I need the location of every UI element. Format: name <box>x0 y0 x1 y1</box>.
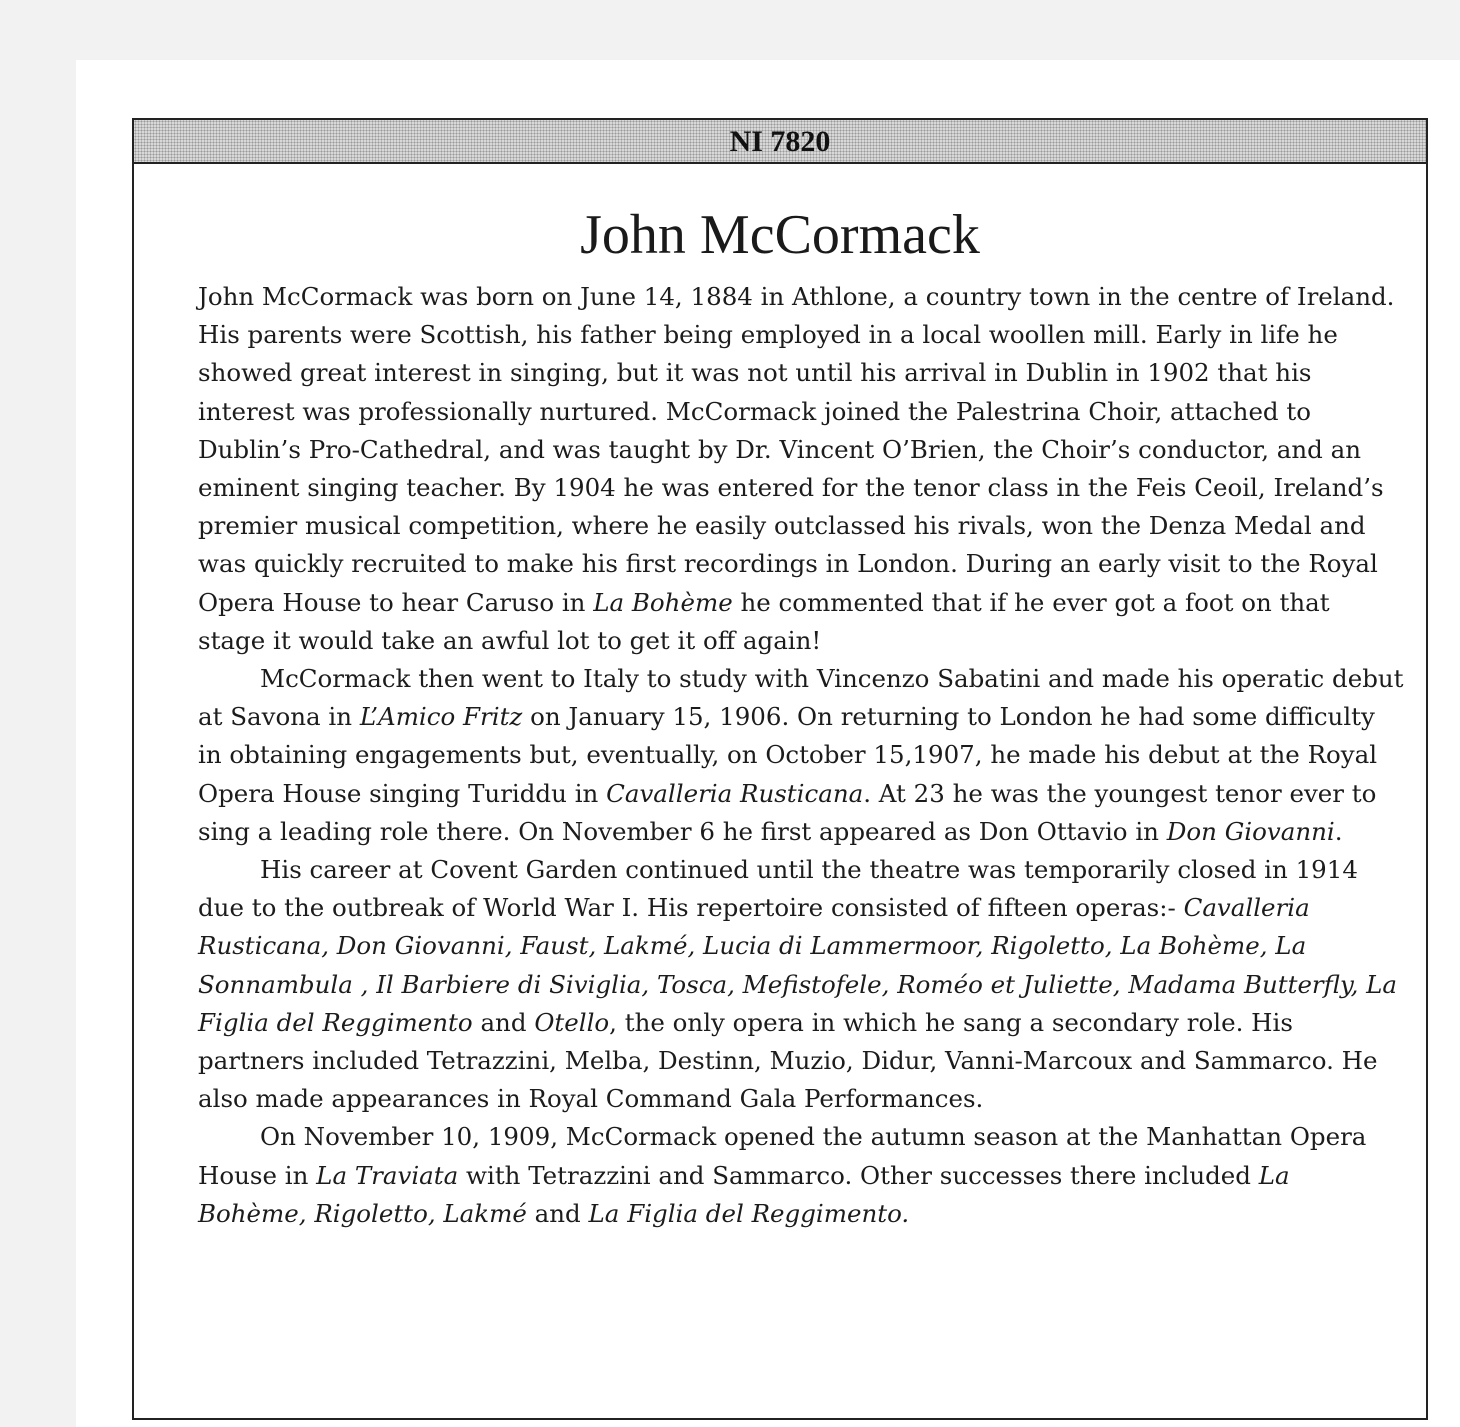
text-run: on January 15, 1906. On returning to London he had some difficulty in obtaining engagements but, eventually, on October 15,1907, he made his debut at the Royal Opera House singing Turiddu in <box>198 702 1378 808</box>
biography-text <box>198 278 1404 1233</box>
catalog-number: NI 7820 <box>134 120 1426 164</box>
italic-title: La Traviata <box>316 1160 459 1190</box>
text-run: John McCormack was born on June 14, 1884 in Athlone, a country town in the centre of Ireland. His parents were Scottish, his father being employed in a local woollen mill. Early in life he showed great interest in singing, but it was not until his arrival in Dublin in 1902 that his interest was professionally nurtured. McCormack joined the Palestrina Choir, attached to Dublin’s Pro-Cathedral, and was taught by Dr. Vincent O’Brien, the Choir’s conductor, and an eminent singing teacher. By 1904 he was entered for the tenor class in the Feis Ceoil, Ireland’s premier musical competition, where he easily outclassed his rivals, won the Denza Medal and was quickly recruited to make his first recordings in London. During an early visit to the Royal Opera House to hear Caruso in <box>198 282 1395 617</box>
content-frame <box>132 118 1428 1420</box>
italic-title: La Bohème, Rigoletto, Lakmé <box>198 1160 1290 1228</box>
paragraph <box>198 851 1404 1118</box>
text-run: His career at Covent Garden continued until the theatre was temporarily closed in 1914 due to the outbreak of World War I. His repertoire consisted of fifteen operas:- <box>198 855 1358 923</box>
italic-title: Cavalleria Rusticana <box>606 778 864 808</box>
text-run: . At 23 he was the youngest tenor ever to sing a leading role there. On November 6 he first appeared as Don Ottavio in <box>198 778 1377 846</box>
italic-title: Cavalleria Rusticana, Don Giovanni, Faust, Lakmé, Lucia di Lammermoor, Rigoletto, La Bohème, La Sonnambula , Il Barbiere di Siviglia, Tosca, Mefistofele, Roméo et Juliette, Madama Butterfly, La Figlia del Reggimento <box>198 893 1398 1037</box>
page-title: John McCormack <box>580 204 980 266</box>
text-run: and <box>526 1198 589 1228</box>
text-run: On November 10, 1909, McCormack opened the autumn season at the Manhattan Opera House in <box>198 1122 1367 1190</box>
italic-title: La Figlia del Reggimento. <box>588 1198 910 1228</box>
paragraph <box>198 1118 1404 1233</box>
text-run: . <box>1334 816 1343 846</box>
paragraph <box>198 660 1404 851</box>
text-run: he commented that if he ever got a foot on that stage it would take an awful lot to get it off again! <box>198 587 1330 655</box>
text-run: McCormack then went to Italy to study with Vincenzo Sabatini and made his operatic debut at Savona in <box>198 664 1404 732</box>
paragraph <box>198 278 1404 660</box>
italic-title: Otello <box>534 1007 610 1037</box>
italic-title: L’Amico Fritz <box>359 702 523 732</box>
italic-title: Don Giovanni <box>1166 816 1335 846</box>
text-run: with Tetrazzini and Sammarco. Other successes there included <box>458 1160 1259 1190</box>
text-run: and <box>472 1007 535 1037</box>
italic-title: La Bohème <box>593 587 733 617</box>
text-run: , the only opera in which he sang a secondary role. His partners included Tetrazzini, Melba, Destinn, Muzio, Didur, Vanni-Marcoux and Sammarco. He also made appearances in Royal Command Gala Performances. <box>198 1007 1378 1114</box>
